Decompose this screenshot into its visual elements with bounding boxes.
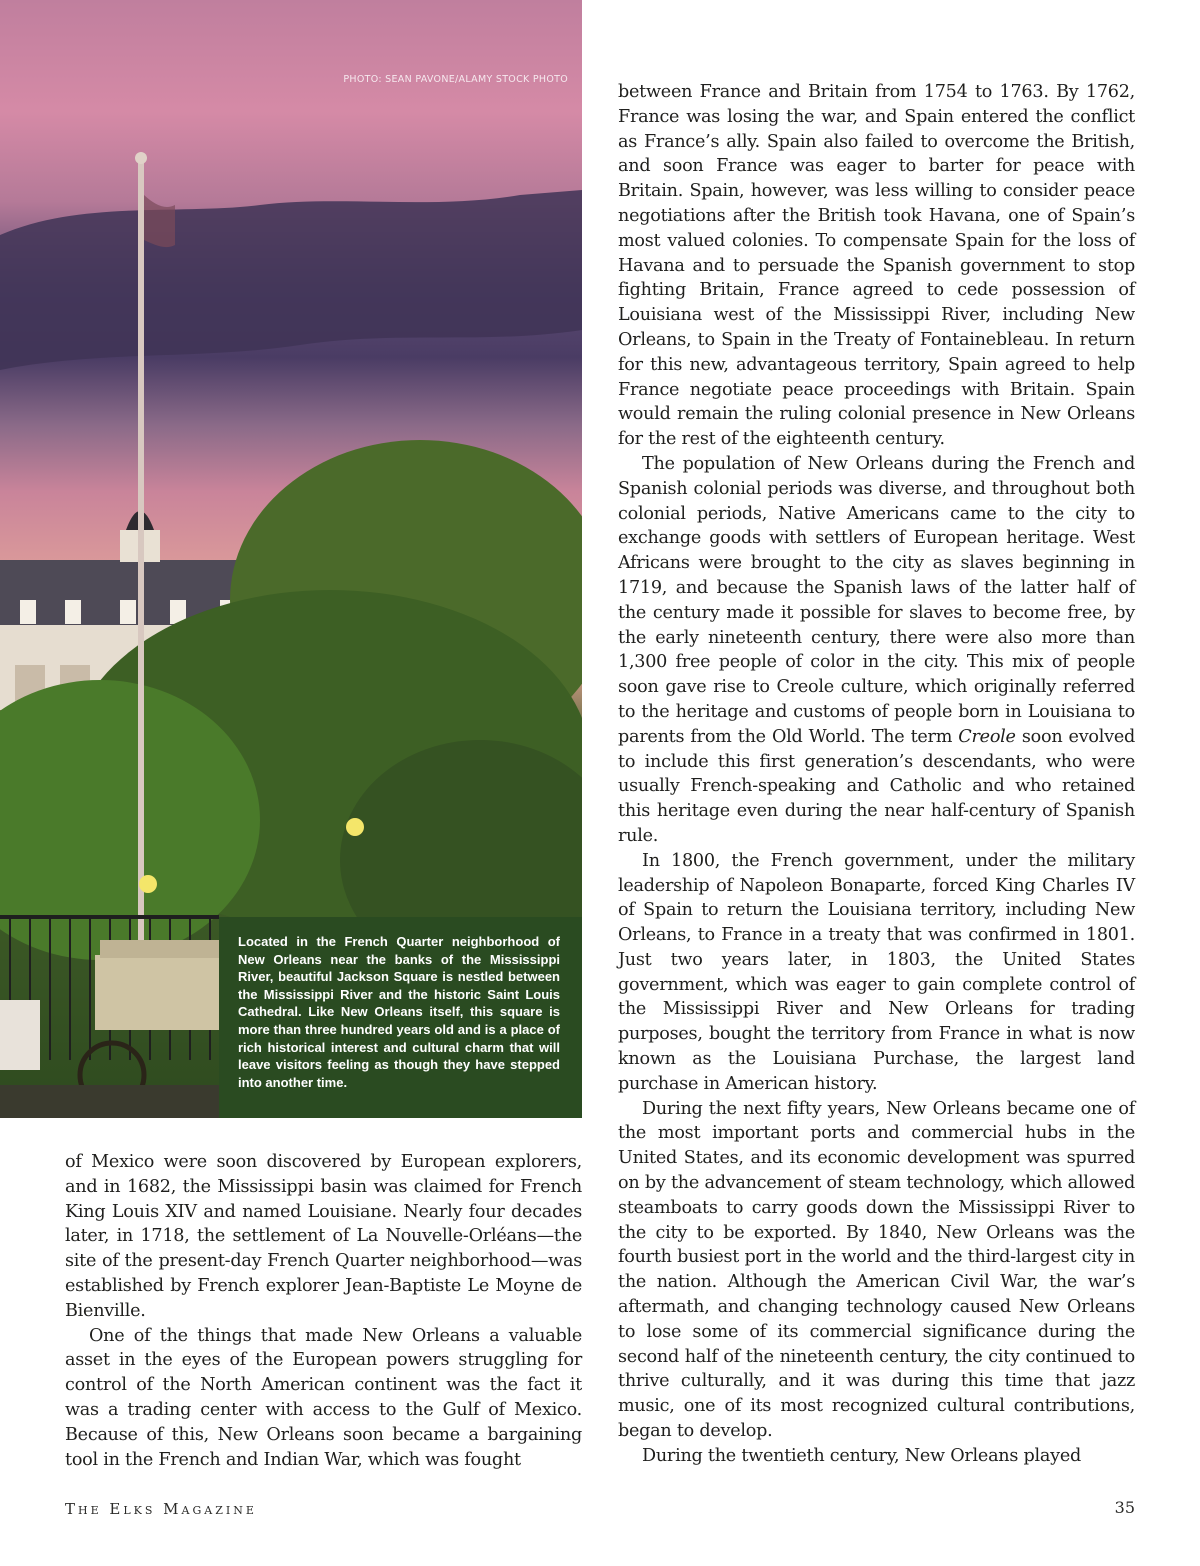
jackson-square-photo	[0, 0, 582, 1118]
paragraph: In 1800, the French government, under the military leadership of Napoleon Bonaparte, forced King Charles IV of Spain to return the Louisiana territory, including New Orleans, to France in a treaty that was confirmed in 1801. Just two years later, in 1803, the United States government, which was eager to gain complete control of the Mississippi River and New Orleans for trading purposes, bought the territory from France in what is now known as the Louisiana Purchase, the largest land purchase in American history.	[618, 850, 1135, 1094]
magazine-name: The Elks Magazine	[65, 1500, 257, 1518]
paragraph: During the next fifty years, New Orleans became one of the most important ports and commercial hubs in the United States, and its economic development was spurred on by the advancement of steam technology, which allowed steamboats to carry goods down the Mississippi River to the city to be exported. By 1840, New Orleans was the fourth busiest port in the world and the third-largest city in the nation. Although the American Civil War, the war’s aftermath, and changing technology caused New Orleans to lose some of its commercial significance during the second half of the nineteenth century, the city continued to thrive culturally, and it was during this time that jazz music, one of its most recognized cultural contributions, began to develop.	[618, 1098, 1135, 1442]
paragraph: One of the things that made New Orleans a valuable asset in the eyes of the European powers struggling for control of the North American continent was the fact it was a trading center with access to the Gulf of Mexico. Because of this, New Orleans soon became a bargaining tool in the French and Indian War, which was fought	[65, 1325, 582, 1470]
paragraph-text: soon evolved to include this first generation’s descendants, who were usually French-speaking and Catholic and who retained this heritage even during the near half-century of Spanish rule.	[618, 726, 1135, 846]
right-column	[618, 80, 1135, 1469]
photo-caption: Located in the French Quarter neighborhood of New Orleans near the banks of the Mississippi River, beautiful Jackson Square is nestled between the Mississippi River and the historic Saint Louis Cathedral. Like New Orleans itself, this square is more than three hundred years old and is a place of rich historical interest and cultural charm that will leave visitors feeling as though they have stepped into another time.	[219, 917, 582, 1118]
creole-term: Creole	[958, 726, 1016, 747]
paragraph: of Mexico were soon discovered by European explorers, and in 1682, the Mississippi basin was claimed for French King Louis XIV and named Louisiane. Nearly four decades later, in 1718, the settlement of La Nouvelle-Orléans—the site of the present-day French Quarter neighborhood—was established by French explorer Jean-Baptiste Le Moyne de Bienville.	[65, 1152, 582, 1321]
page-number: 35	[1114, 1498, 1135, 1517]
left-column	[65, 1150, 582, 1472]
paragraph	[618, 452, 1135, 849]
paragraph-text: The population of New Orleans during the French and Spanish colonial periods was diverse, and throughout both colonial periods, Native Americans came to the city to exchange goods with settlers of European heritage. West Africans were brought to the city as slaves beginning in 1719, and because the Spanish laws of the latter half of the century made it possible for slaves to become free, by the early nineteenth century, there were also more than 1,300 free people of color in the city. This mix of people soon gave rise to Creole culture, which originally referred to the heritage and customs of people born in Louisiana to parents from the Old World. The term	[618, 453, 1135, 747]
paragraph: During the twentieth century, New Orleans played	[642, 1445, 1082, 1466]
paragraph: between France and Britain from 1754 to 1763. By 1762, France was losing the war, and Spain entered the conflict as France’s ally. Spain also failed to overcome the British, and soon France was eager to barter for peace with Britain. Spain, however, was less willing to consider peace negotiations after the British took Havana, one of Spain’s most valued colonies. To compensate Spain for the loss of Havana and to persuade the Spanish government to stop fighting Britain, France agreed to cede possession of Louisiana west of the Mississippi River, including New Orleans, to Spain in the Treaty of Fontainebleau. In return for this new, advantageous territory, Spain agreed to help France negotiate peace proceedings with Britain. Spain would remain the ruling colonial presence in New Orleans for the rest of the eighteenth century.	[618, 82, 1135, 450]
photo-credit: PHOTO: SEAN PAVONE/ALAMY STOCK PHOTO	[343, 74, 568, 85]
